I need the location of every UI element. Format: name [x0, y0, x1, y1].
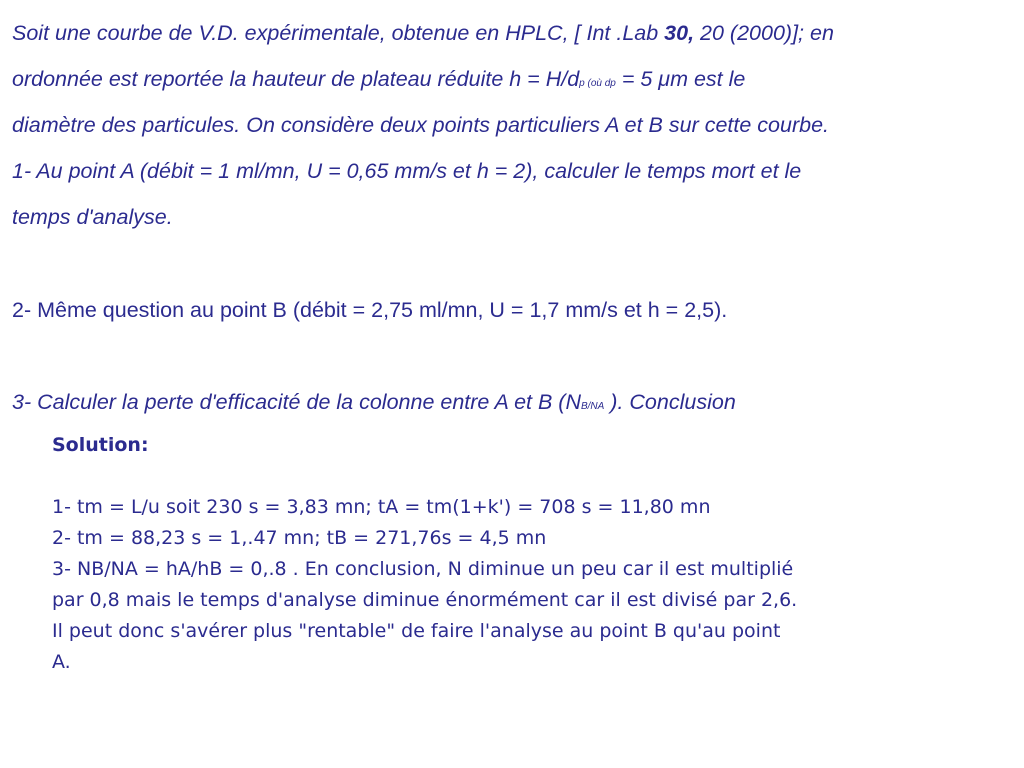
solution-line-3: 3- NB/NA = hA/hB = 0,.8 . En conclusion, N diminue un peu car il est multiplié — [52, 558, 794, 580]
question-3-tail: ). Conclusion — [604, 390, 736, 414]
solution-line-4: par 0,8 mais le temps d'analyse diminue énormément car il est divisé par 2,6. — [52, 589, 798, 611]
question-2-text: 2- Même question au point B (débit = 2,75 ml/mn, U = 1,7 mm/s et h = 2,5). — [12, 298, 728, 322]
question-1-text: 1- Au point A (débit = 1 ml/mn, U = 0,65 mm/s et h = 2), calculer le temps mort et le — [12, 159, 802, 183]
question-1-text-cont: temps d'analyse. — [12, 205, 173, 229]
solution-spacer — [52, 461, 797, 492]
question-3 — [12, 379, 736, 430]
problem-line-2 — [12, 56, 745, 107]
question-2 — [12, 287, 727, 333]
problem-line-3-text: diamètre des particules. On considère deux points particuliers A et B sur cette courbe. — [12, 113, 830, 137]
problem-line-1 — [12, 10, 834, 56]
problem-line-3 — [12, 102, 829, 148]
journal-volume: 30, — [664, 21, 695, 45]
solution-line-2: 2- tm = 88,23 s = 1,.47 mn; tB = 271,76s = 4,5 mn — [52, 527, 547, 549]
question-1-line-1 — [12, 148, 801, 194]
solution-title: Solution: — [52, 434, 149, 456]
problem-line-1-text: Soit une courbe de V.D. expérimentale, obtenue en HPLC, [ Int .Lab — [12, 21, 665, 45]
question-3-text: 3- Calculer la perte d'efficacité de la colonne entre A et B (N — [12, 390, 581, 414]
nb-na-subscript: B/NA — [580, 401, 605, 412]
problem-line-2-tail: = 5 μm est le — [615, 67, 746, 91]
solution-line-1: 1- tm = L/u soit 230 s = 3,83 mn; tA = tm(1+k') = 708 s = 11,80 mn — [52, 496, 711, 518]
solution-line-5: Il peut donc s'avérer plus "rentable" de faire l'analyse au point B qu'au point — [52, 620, 781, 642]
dp-subscript: p (où dp — [579, 78, 616, 89]
solution-block — [52, 430, 797, 678]
problem-line-1-tail: 20 (2000)]; en — [694, 21, 834, 45]
question-1-line-2 — [12, 194, 173, 240]
solution-line-6: A. — [52, 651, 71, 673]
problem-line-2-text: ordonnée est reportée la hauteur de plateau réduite h = H/d — [12, 67, 580, 91]
